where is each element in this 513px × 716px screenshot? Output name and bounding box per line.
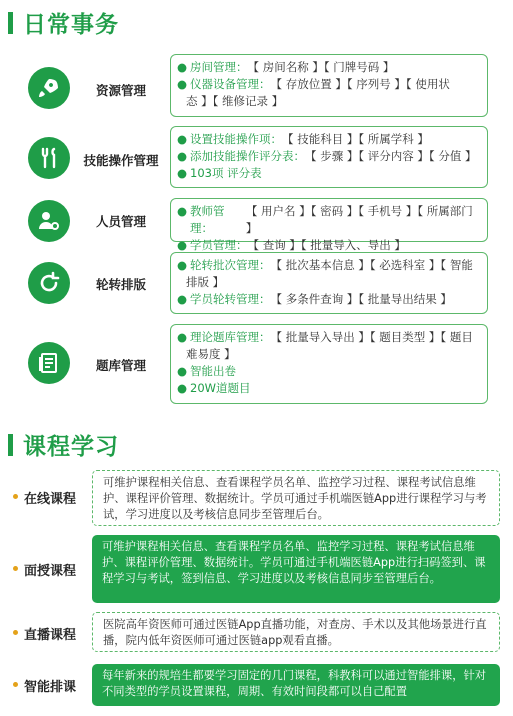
question-bank-icon [28, 342, 70, 384]
tools-icon [28, 137, 70, 179]
course-bullet [13, 566, 18, 571]
course-label: 面授课程 [24, 564, 77, 579]
title-bar [8, 434, 13, 456]
course-description: 医院高年资医师可通过医链App直播功能，对查房、手术以及其他场景进行直播，院内低年资医师可通过医链app观看直播。 [92, 612, 500, 652]
line-head: 设置技能操作项： [190, 132, 283, 146]
line-body: 【 技能科目 】【 所属学科 】 [282, 132, 429, 146]
module-line [177, 257, 481, 274]
course-label: 在线课程 [24, 492, 77, 507]
module-label: 题库管理 [95, 358, 146, 373]
line-body: 【 批次基本信息 】【 必选科室 】【 智能 [270, 258, 473, 272]
course-description: 可维护课程相关信息、查看课程学员名单、监控学习过程、课程考试信息维护、课程评价管理、数据统计。学员可通过手机端医链App进行课程学习与考试，学习进度以及考核信息同步至管理后台。 [92, 470, 500, 526]
course-description: 可维护课程相关信息、查看课程学员名单、监控学习过程、课程考试信息维护、课程评价管理、数据统计。学员可通过手机端医链App进行扫码签到、课程学习与考试，签到信息、学习进度以及考核信息同步至管理后台。 [92, 535, 500, 603]
bullet: ● [177, 149, 188, 163]
bullet: ● [177, 258, 188, 272]
section-title-text: 课程学习 [23, 434, 119, 460]
course-label: 智能排课 [24, 680, 77, 695]
line-body: 【 用户名 】【 密码 】【 手机号 】【 所属部门 】 [245, 204, 473, 235]
module-line [177, 346, 481, 363]
module-line [177, 165, 481, 182]
module-box [170, 126, 488, 188]
section-title-courses [8, 428, 119, 461]
bullet: ● [177, 204, 188, 218]
line-body: 【 房间名称 】【 门牌号码 】 [247, 60, 395, 74]
course-bullet [13, 494, 18, 499]
module-line [177, 329, 481, 346]
line-body: 【 查询 】【 批量导入、导出 】 [247, 238, 406, 252]
module-line [177, 131, 481, 148]
line-body: 排版 】 [186, 275, 225, 289]
bullet: ● [177, 364, 188, 378]
module-line [177, 93, 481, 110]
course-label: 直播课程 [24, 628, 77, 643]
line-head: 智能出卷 [190, 364, 237, 378]
module-label: 资源管理 [95, 83, 146, 98]
line-head: 学员轮转管理： [190, 292, 271, 306]
rotate-icon [28, 262, 70, 304]
line-body: 难易度 】 [186, 347, 236, 361]
bullet: ● [177, 77, 188, 91]
bullet: ● [177, 60, 188, 74]
course-bullet [13, 630, 18, 635]
bullet: ● [177, 166, 188, 180]
module-label: 人员管理 [95, 214, 146, 229]
line-head: 103项 评分表 [190, 166, 262, 180]
line-head: 学员管理： [190, 238, 248, 252]
bullet: ● [177, 381, 188, 395]
line-body: 【 批量导入导出 】【 题目类型 】【 题目 [270, 330, 473, 344]
module-line [177, 203, 481, 237]
module-box [170, 54, 488, 117]
line-head: 仪器设备管理： [190, 77, 271, 91]
line-body: 【 存放位置 】【 序列号 】【 使用状 [270, 77, 450, 91]
module-line [177, 76, 481, 93]
bullet: ● [177, 330, 188, 344]
section-title-text: 日常事务 [23, 12, 119, 38]
module-box [170, 252, 488, 314]
module-label: 技能操作管理 [83, 153, 159, 168]
bullet: ● [177, 238, 188, 252]
course-description: 每年新来的规培生都要学习固定的几门课程，科教科可以通过智能排课，针对不同类型的学员设置课程，周期、有效时间段都可以自己配置 [92, 664, 500, 706]
users-gear-icon [28, 200, 70, 242]
line-body: 态 】【 维修记录 】 [186, 94, 284, 108]
line-head: 添加技能操作评分表： [190, 149, 306, 163]
line-head: 轮转批次管理： [190, 258, 271, 272]
module-line [177, 274, 481, 291]
course-bullet [13, 682, 18, 687]
module-line [177, 380, 481, 397]
line-head: 20W道题目 [190, 381, 251, 395]
line-head: 理论题库管理： [190, 330, 271, 344]
module-line [177, 59, 481, 76]
line-head: 教师管理： [190, 204, 225, 235]
rocket-icon [28, 67, 70, 109]
bullet: ● [177, 292, 188, 306]
line-body: 【 步骤 】【 评分内容 】【 分值 】 [305, 149, 477, 163]
module-label: 轮转排版 [95, 277, 146, 292]
line-body: 【 多条件查询 】【 批量导出结果 】 [270, 292, 452, 306]
module-line [177, 148, 481, 165]
module-box [170, 324, 488, 404]
module-line [177, 363, 481, 380]
section-title-daily [8, 6, 119, 39]
module-line [177, 291, 481, 308]
title-bar [8, 12, 13, 34]
module-box [170, 198, 488, 252]
bullet: ● [177, 132, 188, 146]
line-head: 房间管理： [190, 60, 248, 74]
